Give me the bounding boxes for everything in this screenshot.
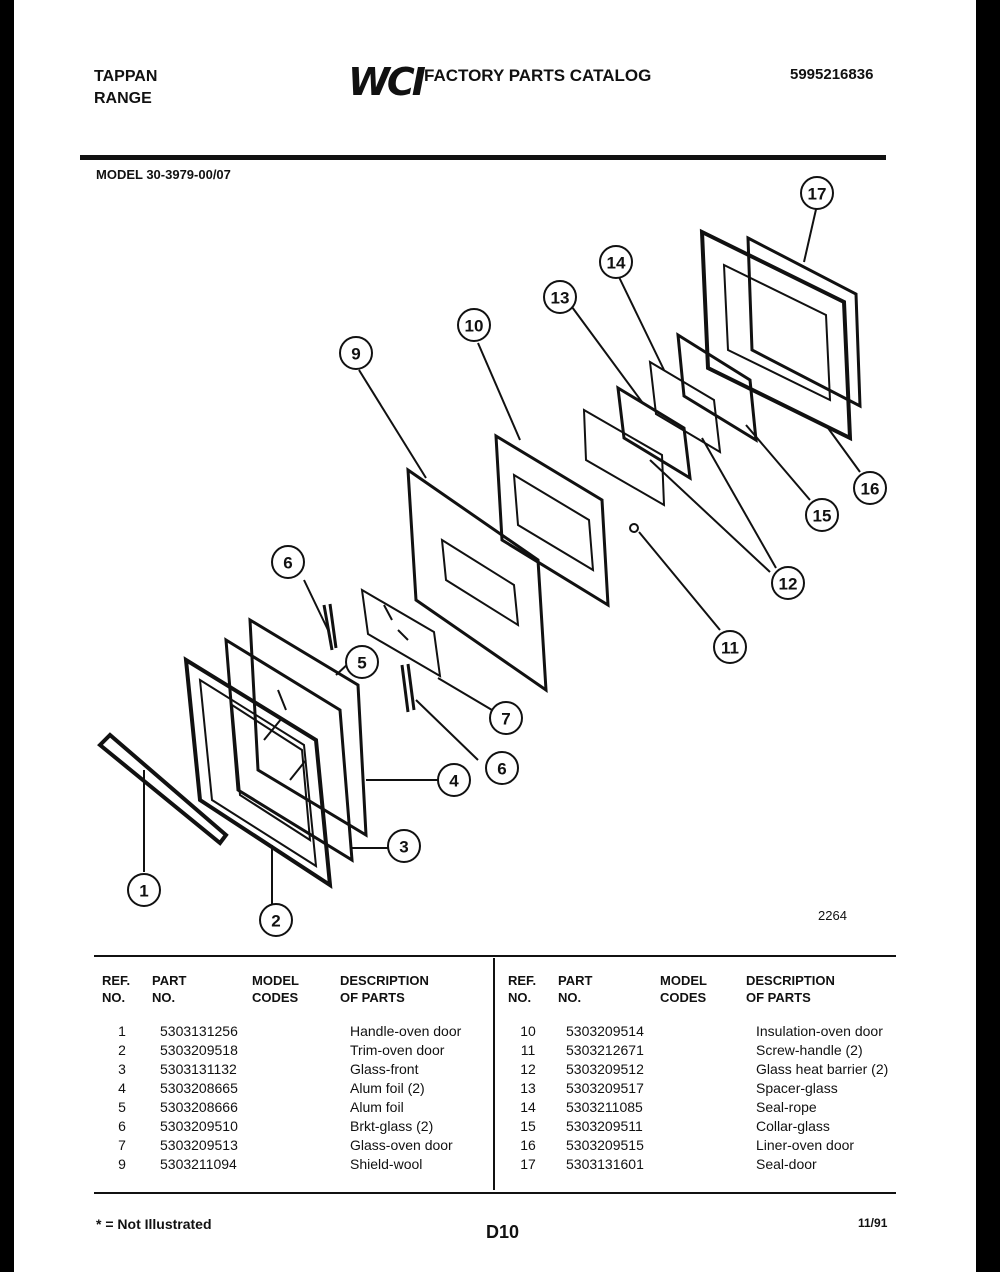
cell-part: 5303131601 [566,1156,644,1172]
cell-ref: 14 [520,1099,536,1115]
cell-part: 5303211085 [566,1099,643,1115]
cell-ref: 2 [118,1042,126,1058]
cell-desc: Screw-handle (2) [756,1042,863,1058]
cell-ref: 1 [118,1023,126,1039]
table-top-rule [94,955,896,957]
catalog-number: 5995216836 [790,66,874,83]
parts-catalog-page [14,0,976,1272]
cell-part: 5303209511 [566,1118,643,1134]
callout-label: 3 [399,837,409,857]
cell-desc: Seal-door [756,1156,817,1172]
cell-ref: 6 [118,1118,126,1134]
cell-part: 5303209513 [160,1137,238,1153]
header-part-no: PART NO. [558,973,593,1005]
cell-ref: 13 [520,1080,536,1096]
callout-label: 12 [778,574,798,594]
cell-part: 5303209517 [566,1080,644,1096]
cell-ref: 11 [520,1042,536,1058]
cell-desc: Seal-rope [756,1099,817,1115]
cell-desc: Handle-oven door [350,1023,462,1039]
cell-ref: 15 [520,1118,536,1134]
callout-label: 13 [550,288,570,308]
callout-label: 6 [283,553,293,573]
header-ref-no: REF. NO. [102,973,131,1005]
header-part-no: PART NO. [152,973,187,1005]
cell-desc: Glass-oven door [350,1137,453,1153]
header-model-codes: MODEL CODES [660,973,707,1005]
callout-label: 17 [807,184,827,204]
part-insulation [496,436,608,605]
product-type: RANGE [94,90,152,107]
callout-label: 16 [860,479,880,499]
cell-desc: Collar-glass [756,1118,830,1134]
cell-part: 5303131132 [160,1061,237,1077]
cell-ref: 3 [118,1061,126,1077]
cell-ref: 7 [118,1137,126,1153]
cell-part: 5303208666 [160,1099,238,1115]
cell-part: 5303131256 [160,1023,238,1039]
callout-label: 15 [812,506,832,526]
callout-label: 6 [497,759,507,779]
callout-label: 1 [139,881,149,901]
cell-desc: Trim-oven door [350,1042,445,1058]
callout-label: 5 [357,653,367,673]
cell-desc: Alum foil [350,1099,404,1115]
callout-label: 9 [351,344,361,364]
cell-ref: 17 [520,1156,536,1172]
cell-ref: 12 [520,1061,536,1077]
header-description: DESCRIPTION OF PARTS [340,973,429,1005]
cell-desc: Glass-front [350,1061,419,1077]
date-code: 11/91 [858,1216,888,1230]
callout-label: 2 [271,911,281,931]
model-number: MODEL 30-3979-00/07 [96,167,231,182]
cell-desc: Liner-oven door [756,1137,855,1153]
cell-desc: Alum foil (2) [350,1080,425,1096]
cell-part: 5303209510 [160,1118,238,1134]
cell-part: 5303212671 [566,1042,644,1058]
cell-part: 5303208665 [160,1080,238,1096]
table-divider [493,958,495,1190]
cell-part: 5303209518 [160,1042,238,1058]
cell-desc: Glass heat barrier (2) [756,1061,889,1077]
cell-part: 5303209515 [566,1137,644,1153]
callout-label: 10 [464,316,484,336]
header-model-codes: MODEL CODES [252,973,299,1005]
callout-label: 4 [449,771,459,791]
callout-label: 14 [606,253,626,273]
table-bottom-rule [94,1192,896,1194]
cell-ref: 10 [520,1023,536,1039]
cell-desc: Brkt-glass (2) [350,1118,434,1134]
page-code: D10 [486,1222,520,1242]
part-trim-frame [186,660,330,885]
header-ref-no: REF. NO. [508,973,537,1005]
cell-ref: 5 [118,1099,126,1115]
catalog-title: FACTORY PARTS CATALOG [424,66,652,85]
wci-logo: WCI [348,60,423,104]
cell-part: 5303209514 [566,1023,644,1039]
header-description: DESCRIPTION OF PARTS [746,973,835,1005]
cell-desc: Insulation-oven door [756,1023,883,1039]
part-shield [408,470,546,690]
cell-ref: 9 [118,1156,126,1172]
cell-part: 5303211094 [160,1156,237,1172]
brand-name: TAPPAN [94,68,158,85]
callouts [128,177,886,936]
footnote: * = Not Illustrated [96,1216,212,1232]
callout-label: 11 [721,638,739,658]
part-glass-heat-barrier [584,410,664,505]
diagram-code: 2264 [818,908,847,923]
exploded-parts-diagram [14,0,976,960]
cell-desc: Spacer-glass [756,1080,838,1096]
cell-ref: 4 [118,1080,126,1096]
callout-label: 7 [501,709,511,729]
part-screw [630,524,638,532]
cell-ref: 16 [520,1137,536,1153]
cell-part: 5303209512 [566,1061,644,1077]
cell-desc: Shield-wool [350,1156,423,1172]
